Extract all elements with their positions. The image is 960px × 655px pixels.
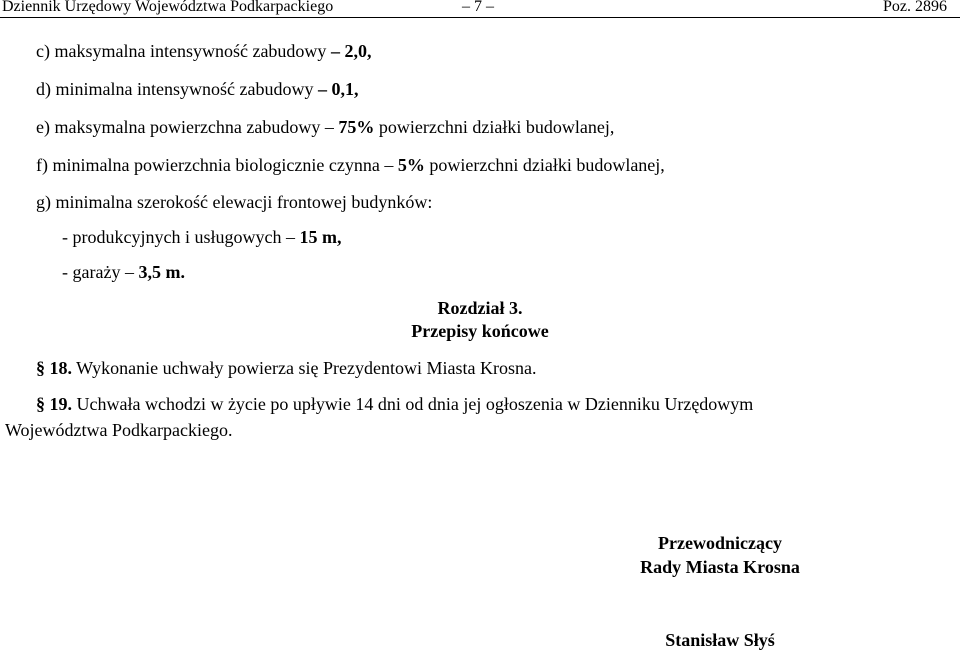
signature-name: Stanisław Słyś — [665, 630, 775, 650]
position-number: Poz. 2896 — [883, 0, 947, 15]
item-f — [36, 154, 665, 176]
chapter-number: Rozdział 3. — [437, 298, 523, 318]
paragraph-19-line2: Województwa Podkarpackiego. — [5, 420, 233, 440]
item-e-text: e) maksymalna powierzchna zabudowy – — [36, 117, 339, 137]
paragraph-19-number: § 19. — [36, 394, 72, 414]
header-rule — [0, 17, 960, 18]
item-e-value: 75% — [338, 117, 375, 137]
item-g1-value: 15 m, — [299, 227, 342, 247]
paragraph-18-text: Wykonanie uchwały powierza się Prezydentowi Miasta Krosna. — [72, 358, 537, 378]
item-d-text: d) minimalna intensywność zabudowy — [36, 79, 318, 99]
item-c — [36, 40, 371, 62]
item-g — [36, 191, 432, 213]
item-f-rest: powierzchni działki budowlanej, — [424, 155, 665, 175]
chapter-title: Przepisy końcowe — [411, 321, 549, 341]
page-header — [0, 0, 960, 19]
item-g-text: g) minimalna szerokość elewacji frontowej budynków: — [36, 192, 433, 212]
item-d-value: – 0,1, — [317, 79, 359, 99]
item-f-value: 5% — [397, 155, 425, 175]
journal-title: Dziennik Urzędowy Województwa Podkarpackiego — [2, 0, 334, 15]
item-c-value: – 2,0, — [330, 41, 372, 61]
item-e-rest: powierzchni działki budowlanej, — [374, 117, 615, 137]
item-g1 — [62, 226, 341, 248]
item-g2-text: - garaży – — [62, 262, 139, 282]
paragraph-18-number: § 18. — [36, 358, 72, 378]
item-d — [36, 78, 358, 100]
item-g2-value: 3,5 m. — [138, 262, 185, 282]
signature-title-1: Przewodniczący — [658, 533, 782, 553]
signature-title-2: Rady Miasta Krosna — [640, 557, 800, 577]
paragraph-19-text: Uchwała wchodzi w życie po upływie 14 dni od dnia jej ogłoszenia w Dzienniku Urzędowym — [72, 394, 754, 414]
item-c-text: c) maksymalna intensywność zabudowy — [36, 41, 331, 61]
paragraph-18 — [36, 357, 536, 379]
page-number: – 7 – — [462, 0, 494, 15]
paragraph-19-line1 — [36, 393, 753, 415]
item-e — [36, 116, 614, 138]
item-g2 — [62, 261, 185, 283]
item-g1-text: - produkcyjnych i usługowych – — [62, 227, 300, 247]
item-f-text: f) minimalna powierzchnia biologicznie czynna – — [36, 155, 398, 175]
